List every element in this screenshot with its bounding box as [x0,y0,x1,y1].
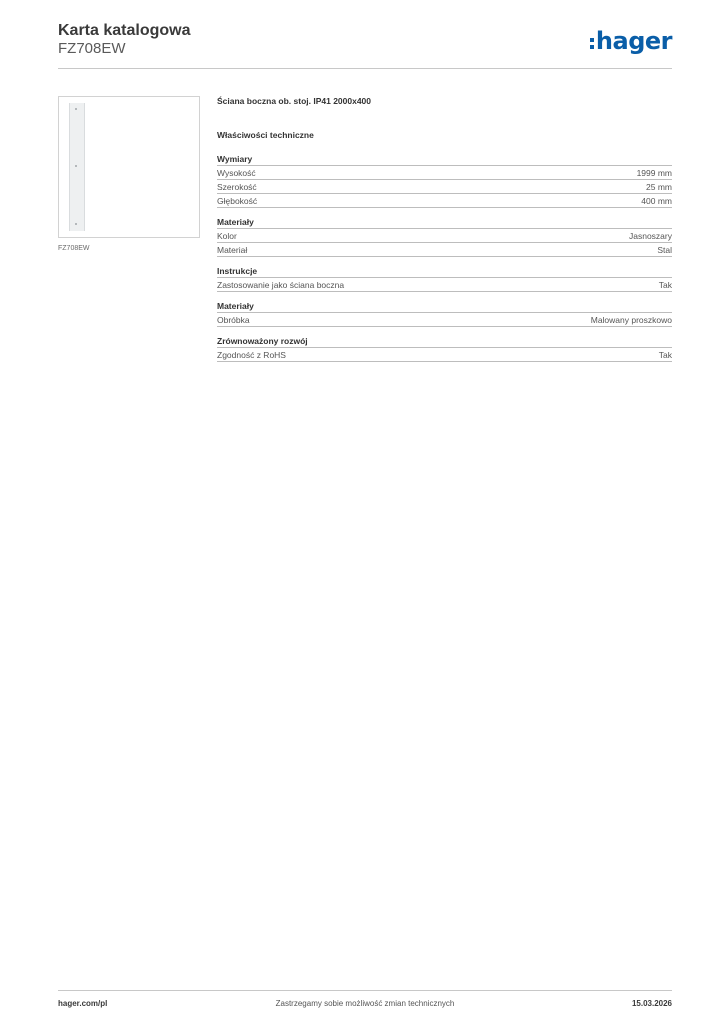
specs-heading: Właściwości techniczne [217,130,314,140]
spec-row [217,348,672,362]
spec-row [217,313,672,327]
spec-label: Materiał [217,245,248,255]
document-header [58,22,672,68]
side-panel-illustration [69,103,85,231]
spec-label: Kolor [217,231,237,241]
spec-label: Głębokość [217,196,258,206]
footer-website: hager.com/pl [58,999,108,1008]
product-details [217,96,672,371]
spec-group-title: Materiały [217,217,672,229]
footer-disclaimer: Zastrzegamy sobie możliwość zmian technicznych [275,999,455,1008]
logo-mark-icon [590,38,594,49]
spec-group-title: Zrównoważony rozwój [217,336,672,348]
spec-groups [217,154,672,362]
product-name: Ściana boczna ob. stoj. IP41 2000x400 [217,96,372,106]
spec-label: Zastosowanie jako ściana boczna [217,280,345,290]
spec-row [217,229,672,243]
header-divider [58,68,672,69]
product-code: FZ708EW [58,40,126,57]
spec-group-title: Instrukcje [217,266,672,278]
footer-date: 15.03.2026 [631,999,672,1008]
spec-value: Malowany proszkowo [590,315,672,325]
spec-value: Tak [658,280,672,290]
spec-value: 400 mm [641,196,672,206]
spec-row [217,166,672,180]
spec-label: Zgodność z RoHS [217,350,286,360]
footer-divider [58,990,672,991]
document-title: Karta katalogowa [58,22,191,39]
spec-label: Obróbka [217,315,250,325]
logo-text: hager [595,27,672,55]
hager-logo [590,28,672,54]
spec-value: Tak [658,350,672,360]
spec-value: Jasnoszary [629,231,672,241]
spec-value: Stal [657,245,672,255]
spec-row [217,243,672,257]
spec-row [217,278,672,292]
spec-group [217,266,672,292]
spec-label: Wysokość [217,168,256,178]
spec-group [217,217,672,257]
spec-group [217,301,672,327]
spec-group-title: Materiały [217,301,672,313]
spec-row [217,194,672,208]
spec-value: 1999 mm [636,168,672,178]
product-image-caption: FZ708EW [58,245,90,252]
spec-group [217,154,672,208]
product-image [58,96,200,238]
spec-row [217,180,672,194]
spec-group-title: Wymiary [217,154,672,166]
spec-value: 25 mm [646,182,672,192]
spec-group [217,336,672,362]
spec-label: Szerokość [217,182,257,192]
